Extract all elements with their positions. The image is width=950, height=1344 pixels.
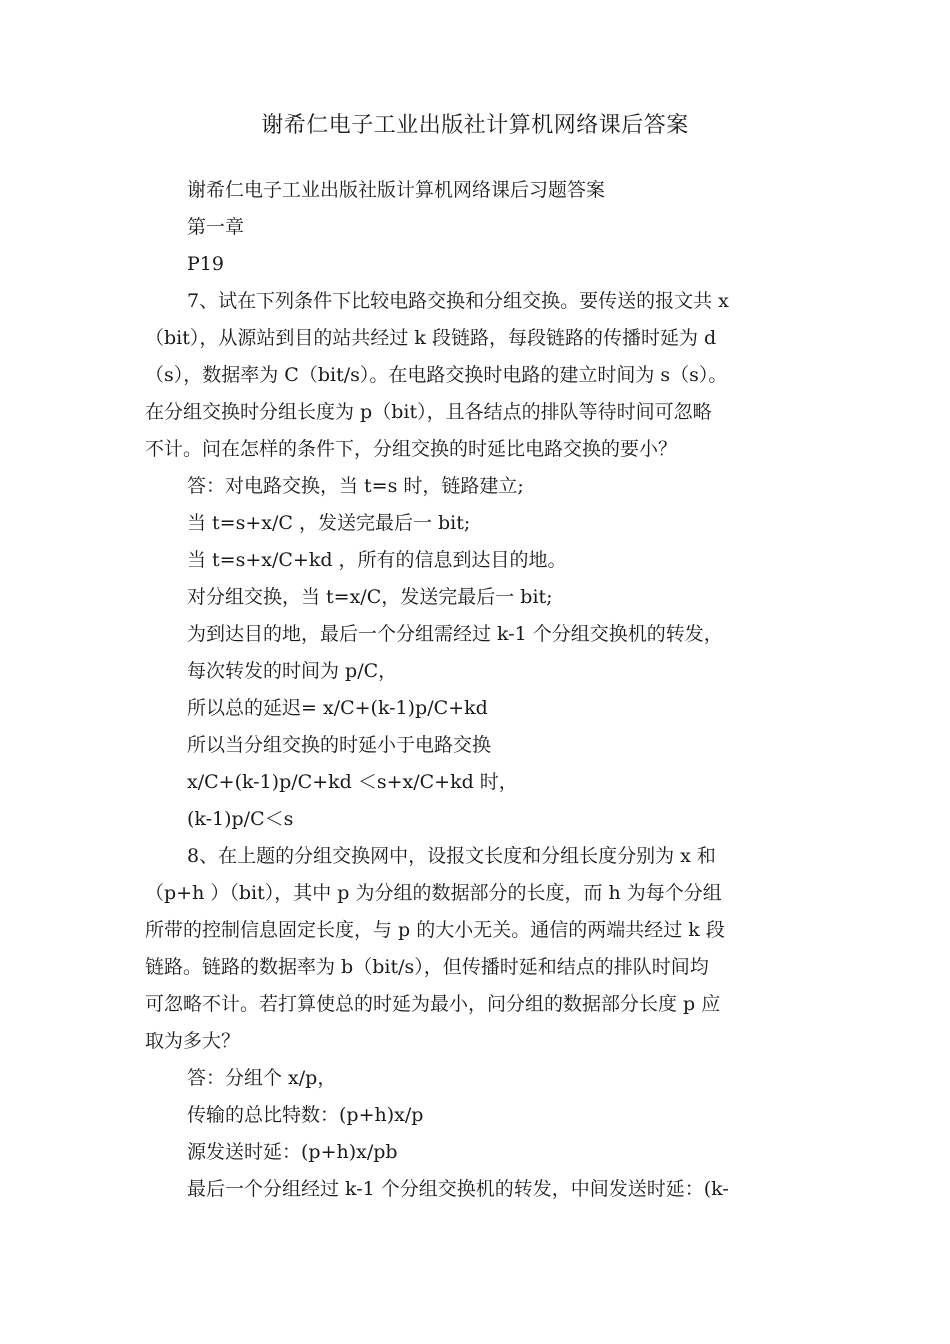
answer-7-line: 每次转发的时间为 p/C， <box>187 660 398 682</box>
document-body <box>145 172 813 1208</box>
answer-8-line: 答：分组个 x/p， <box>187 1067 337 1089</box>
question-8-line: 所带的控制信息固定长度，与 p 的大小无关。通信的两端共经过 k 段 <box>145 919 725 941</box>
document-title: 谢希仁电子工业出版社计算机网络课后答案 <box>261 113 689 138</box>
question-7-line: 7、试在下列条件下比较电路交换和分组交换。要传送的报文共 x <box>187 290 729 312</box>
subtitle-line: 谢希仁电子工业出版社版计算机网络课后习题答案 <box>187 179 606 201</box>
chapter-heading: 第一章 <box>187 216 245 238</box>
question-8-line: （p+h ）（bit），其中 p 为分组的数据部分的长度，而 h 为每个分组 <box>145 882 722 904</box>
answer-7-line: 所以当分组交换的时延小于电路交换 <box>187 734 492 756</box>
answer-8-line: 传输的总比特数：(p+h)x/p <box>187 1104 424 1126</box>
answer-7-line: x/C+(k-1)p/C+kd ＜s+x/C+kd 时， <box>187 771 518 793</box>
answer-7-line: 对分组交换，当 t=x/C，发送完最后一 bit; <box>187 586 553 608</box>
question-7-line: 在分组交换时分组长度为 p（bit），且各结点的排队等待时间可忽略 <box>145 401 712 423</box>
question-8-line: 链路。链路的数据率为 b（bit/s），但传播时延和结点的排队时间均 <box>145 956 709 978</box>
question-7-line: （s），数据率为 C（bit/s）。在电路交换时电路的建立时间为 s（s）。 <box>145 364 728 386</box>
question-8-line: 可忽略不计。若打算使总的时延为最小，问分组的数据部分长度 p 应 <box>145 993 721 1015</box>
answer-7-line: 当 t=s+x/C+kd ，所有的信息到达目的地。 <box>187 549 567 571</box>
answer-7-line: (k-1)p/C＜s <box>187 808 294 830</box>
answer-7-line: 为到达目的地，最后一个分组需经过 k-1 个分组交换机的转发， <box>187 623 723 645</box>
answer-8-line: 最后一个分组经过 k-1 个分组交换机的转发，中间发送时延：(k- <box>187 1178 729 1200</box>
answer-8-line: 源发送时延：(p+h)x/pb <box>187 1141 398 1163</box>
question-7-line: 不计。问在怎样的条件下，分组交换的时延比电路交换的要小？ <box>145 438 678 460</box>
question-8-line: 取为多大？ <box>145 1030 241 1052</box>
page-reference: P19 <box>187 253 224 275</box>
question-7-line: （bit），从源站到目的站共经过 k 段链路，每段链路的传播时延为 d <box>145 327 717 349</box>
answer-7-line: 当 t=s+x/C ，发送完最后一 bit; <box>187 512 471 534</box>
question-8-line: 8、在上题的分组交换网中，设报文长度和分组长度分别为 x 和 <box>187 845 716 867</box>
answer-7-line: 答：对电路交换，当 t=s 时，链路建立; <box>187 475 524 497</box>
answer-7-line: 所以总的延迟= x/C+(k-1)p/C+kd <box>187 697 488 719</box>
